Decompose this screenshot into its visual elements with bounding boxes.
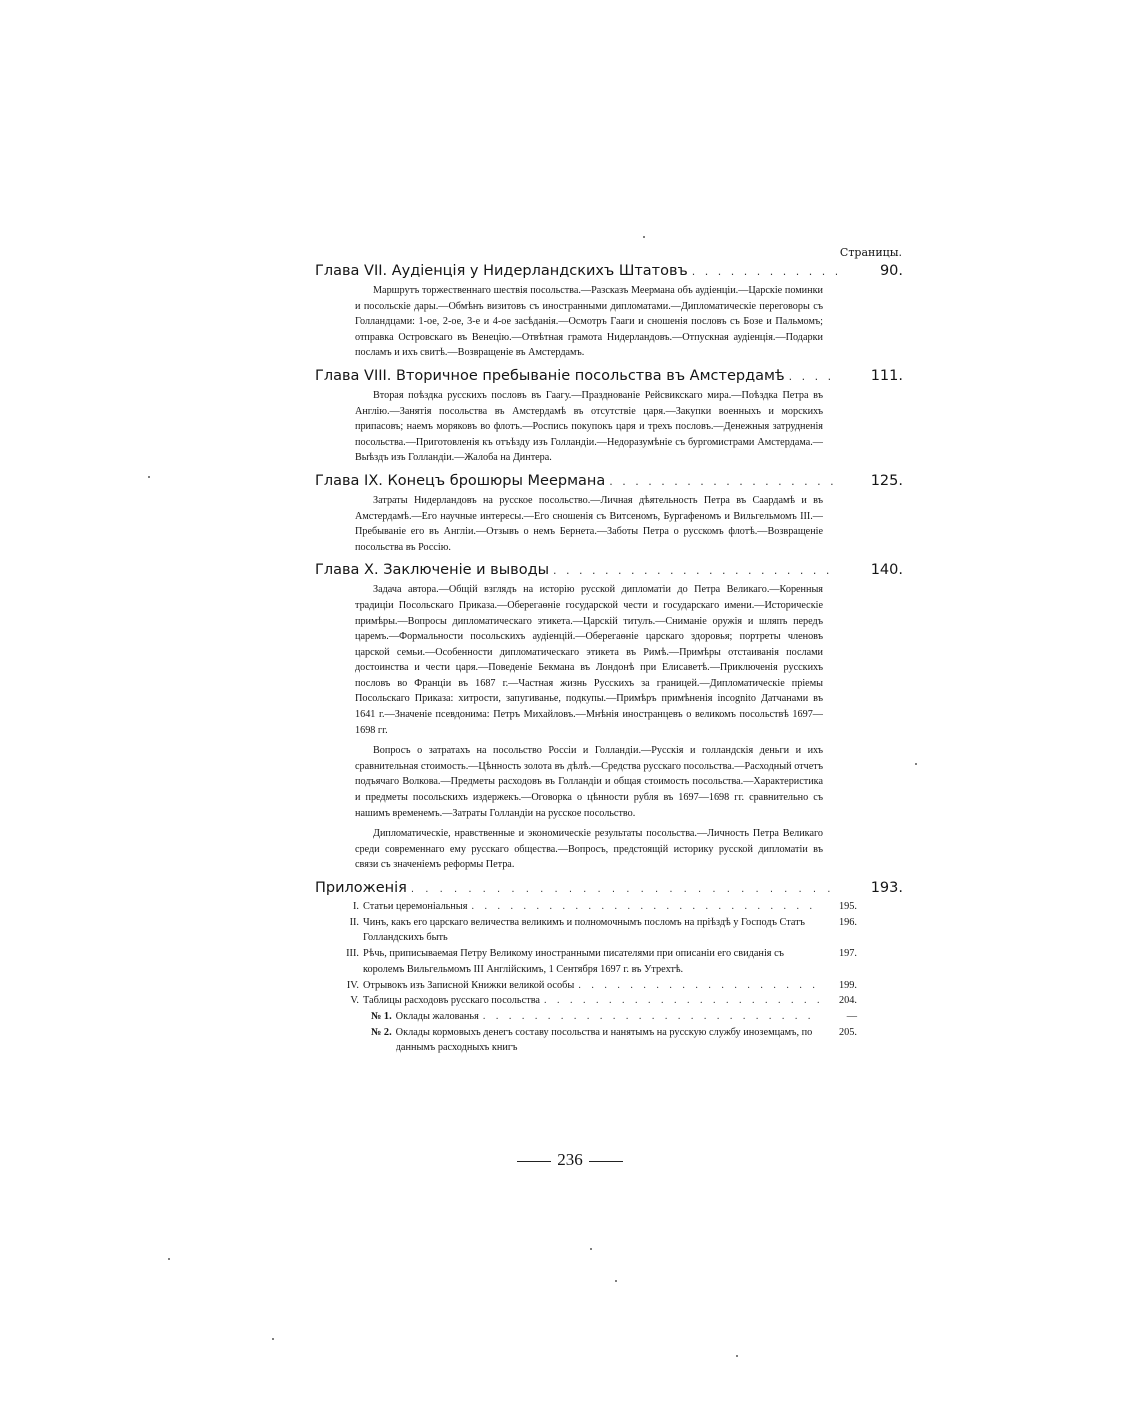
appendix-item: I. Статьи церемоніальныя . . . 195.	[315, 899, 903, 915]
appendix-item: V. Таблицы расходовъ русскаго посольства . . . 204.	[315, 993, 903, 1009]
appendix-section	[315, 879, 903, 1056]
scan-speck	[643, 236, 645, 238]
scan-speck	[915, 763, 917, 765]
chapter-10	[315, 561, 903, 873]
appendix-item: III. Рѣчь, приписываемая Петру Великому иностранными писателями при описаніи его свиданія съ королемъ Вильгельмомъ III Англійскимъ, 1 Сентября 1697 г. въ Утрехтѣ. 197.	[346, 948, 857, 975]
chapter-page: 125.	[870, 472, 903, 489]
dot-leader	[609, 473, 837, 491]
scan-speck	[736, 1355, 738, 1357]
appendix-subitem: № 2. Оклады кормовыхъ денегъ составу посольства и нанятымъ на русскую службу иноземцамъ, по даннымъ расходныхъ книгъ 205.	[371, 1026, 857, 1054]
dot-leader	[544, 993, 821, 1009]
dot-leader	[789, 368, 837, 386]
chapter-8	[315, 367, 903, 466]
rule-left	[517, 1161, 551, 1162]
chapter-title: Глава VII. Аудіенція у Нидерландскихъ Штатовъ	[315, 263, 688, 279]
dot-leader	[692, 263, 837, 281]
appendix-title: Приложенія	[315, 880, 407, 896]
chapter-title: Глава X. Заключеніе и выводы	[315, 562, 550, 579]
chapter-summary: Маршрутъ торжественнаго шествія посольства.—Разсказъ Меермана объ аудіенціи.—Царскіе поминки и посольскіе дары.—Обмѣнъ визитовъ съ иностранными дипломатами.—Дипломатическіе переговоры съ Голландцами: 1-ое, 2-ое, 3-е и 4-ое засѣданія.—Осмотръ Гааги и сношенія пословъ съ Бозе и Пальмомъ; отправка Островскаго въ Венецію.—Отвѣтная грамота Нидерландовъ.—Отпускная аудіенція.—Подарки посламъ и ихъ свитѣ.—Возвращеніе въ Амстердамъ.	[355, 285, 823, 359]
scan-speck	[168, 1258, 170, 1260]
scan-speck	[148, 476, 150, 478]
rule-right	[589, 1161, 623, 1162]
appendix-page: 193.	[870, 880, 903, 896]
chapter-page: 111.	[870, 367, 903, 384]
chapter-summary: Задача автора.—Общій взглядъ на исторію русской дипломатіи до Петра Великаго.—Коренныя традиціи Посольскаго Приказа.—Оберегаѳніе государской чести и государскаго имени.—Историческіе примѣры.—Вопросы дипломатическаго этикета.—Царскій титулъ.—Сниманіе оружія и шляпъ передъ царемъ.—Формальности посольскихъ аудіенцій.—Оберегаѳніе царскаго здоровья; портреты членовъ царской семьи.—Особенности дипломатическаго этикета въ Римѣ.—Примѣры отстаиванія послами достоинства и чести царя.—Поведеніе Бекмана въ Лондонѣ при Елисаветѣ.—Приключенія русскихъ пословъ во Франціи въ 1687 г.—Частная жизнь Русскихъ за границей.—Дипломатическіе пріемы Посольскаго Приказа: хитрости, запугиванье, подкупы.—Примѣръ примѣненія incognito Датчанами въ 1641 г.—Значеніе псевдонима: Петръ Михайловъ.—Мнѣнія иностранцевъ о великомъ посольствѣ 1697—1698 гг. Вопросъ о затратахъ на посольство Россіи и Голландіи.—Русскія и голландскія деньги и ихъ сравнительная стоимость.—Цѣнность золота въ дѣлѣ.—Средства русскаго посольства.—Расходный отчетъ подъячаго Волкова.—Предметы расходовъ въ Голландіи и общая стоимость посольства.—Характеристика и предметы посольскихъ издержекъ.—Оговорка о цѣнности рубля въ 1697—1698 гг. сравнительно съ нашимъ временемъ.—Затраты Голландіи на русское посольство. Дипломатическіе, нравственные и экономическіе результаты посольства.—Личность Петра Великаго среди современнаго ему русскаго общества.—Вопросъ, предстоящій историку русской дипломатіи въ связи съ значеніемъ реформы Петра.	[355, 584, 823, 871]
chapter-page: 90.	[879, 263, 903, 279]
chapter-page: 140.	[870, 562, 903, 579]
appendix-item: IV. Отрывокъ изъ Записной Книжки великой особы . . . 199.	[315, 978, 903, 994]
chapter-summary: Затраты Нидерландовъ на русское посольство.—Личная дѣятельность Петра въ Саардамѣ и въ Амстердамѣ.—Его научные интересы.—Его сношенія съ Витсеномъ, Бургафеномъ и Вильгельмомъ III.—Пребываніе его въ Англіи.—Отзывъ о немъ Бернета.—Заботы Петра о русскомъ флотѣ.—Возвращеніе посольства въ Россію.	[355, 494, 823, 553]
dot-leader	[578, 978, 821, 994]
page-number: 236	[0, 1150, 1140, 1170]
chapter-title: Глава VIII. Вторичное пребываніе посольства въ Амстердамѣ	[315, 367, 785, 384]
chapter-summary: Вторая поѣздка русскихъ пословъ въ Гаагу.—Празднованіе Рейсвикскаго мира.—Поѣздка Петра въ Англію.—Занятія посольства въ Амстердамѣ въ отсутствіе царя.—Закупки военныхъ и морскихъ припасовъ; наемъ моряковъ во флотъ.—Роспись покупокъ царя и трехъ пословъ.—Денежныя затрудненія посольства.—Приготовленія къ отъѣзду изъ Голландіи.—Недоразумѣніе съ бургомистрами Амстердама.—Выѣздъ изъ Голландіи.—Жалоба на Динтера.	[355, 389, 823, 464]
dot-leader	[483, 1009, 821, 1025]
appendix-subitem: № 1. Оклады жалованья . . . —	[315, 1009, 903, 1025]
chapter-title: Глава IX. Конецъ брошюры Меермана	[315, 472, 606, 489]
chapter-7	[315, 262, 903, 361]
chapter-9	[315, 472, 903, 555]
dot-leader	[553, 562, 837, 580]
pages-column-label: Страницы.	[839, 246, 902, 259]
dot-leader	[411, 881, 837, 899]
appendix-item: II. Чинъ, какъ его царскаго величества великимъ и полномочнымъ посломъ на пріѣздѣ у Господъ Статъ Голландскихъ быть 196.	[349, 916, 857, 944]
scan-speck	[615, 1280, 617, 1282]
table-of-contents	[315, 262, 903, 1062]
scan-speck	[590, 1248, 592, 1250]
scan-speck	[272, 1338, 274, 1340]
dot-leader	[471, 899, 821, 915]
